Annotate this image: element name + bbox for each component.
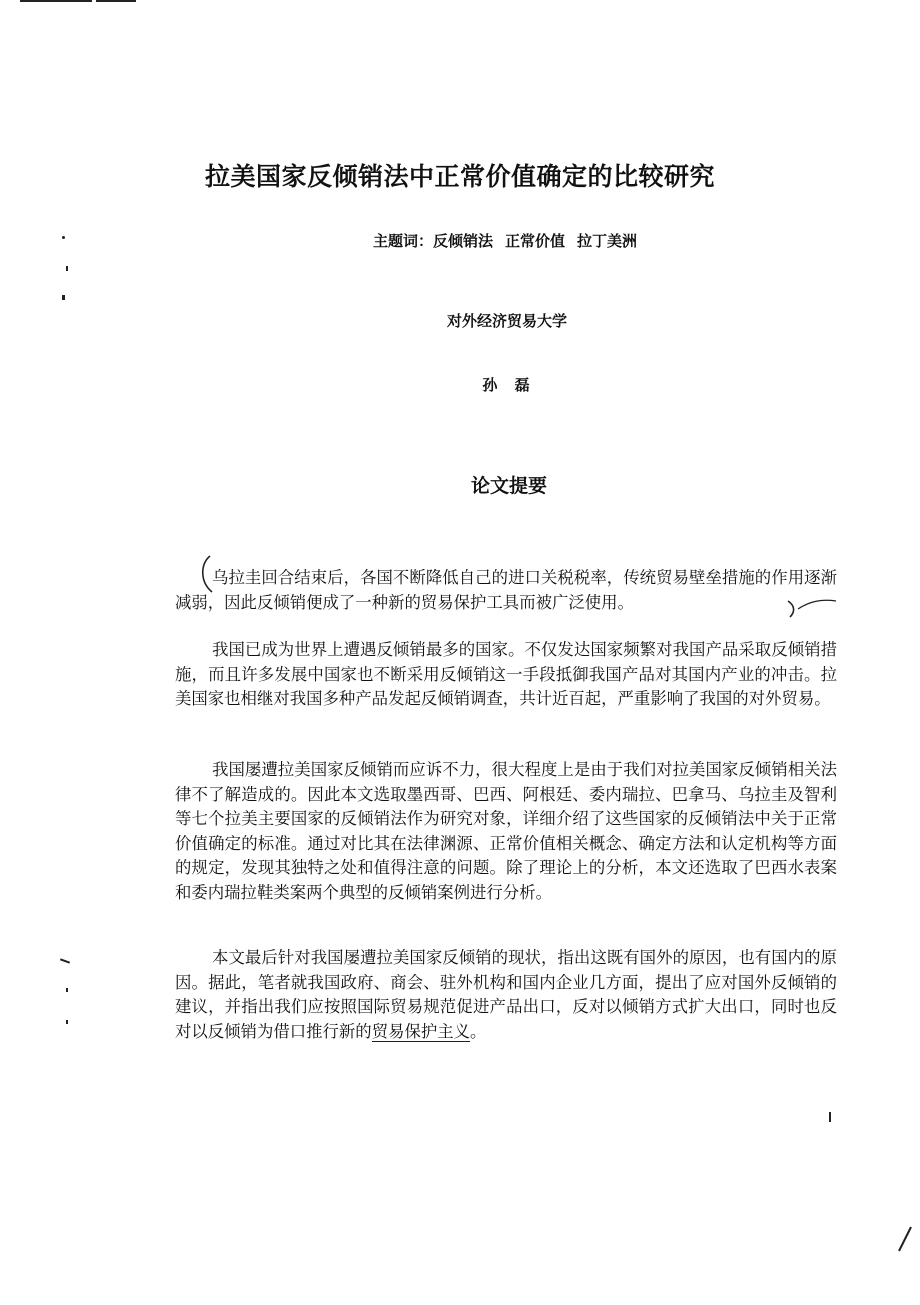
document-title: 拉美国家反倾销法中正常价值确定的比较研究	[204, 162, 715, 191]
corner-pen-mark-icon	[895, 1225, 915, 1255]
margin-dot	[62, 295, 65, 300]
abstract-heading: 论文提要	[470, 475, 547, 497]
keyword-item: 反倾销法	[432, 232, 493, 250]
paragraph-text: 本文最后针对我国屡遭拉美国家反倾销的现状，指出这既有国外的原因，也有国内的原因。据此，笔者就我国政府、商会、驻外机构和国内企业几方面，提出了应对国外反倾销的建议，并指出我们应按照国际贸易规范促进产品出口，反对以倾销方式扩大出口，同时也反对以反倾销为借口推行新的	[175, 948, 837, 1041]
keyword-item: 拉丁美洲	[577, 232, 638, 250]
scan-top-line-2	[96, 0, 136, 2]
margin-dot	[66, 266, 68, 271]
paragraph-end: 。	[470, 1021, 487, 1041]
margin-dot	[829, 1112, 831, 1122]
abstract-paragraph: 乌拉圭回合结束后，各国不断降低自己的进口关税税率，传统贸易壁垒措施的作用逐渐减弱，因此反倾销便成了一种新的贸易保护工具而被广泛使用。	[175, 568, 837, 612]
keywords-label: 主题词：	[372, 232, 433, 250]
margin-dot	[66, 988, 68, 992]
margin-dot	[60, 958, 70, 963]
scan-top-line	[20, 0, 92, 2]
margin-dot	[66, 1020, 68, 1024]
keywords-line	[0, 230, 920, 251]
abstract-paragraph	[175, 946, 837, 1044]
keyword-item: 正常价值	[505, 232, 566, 250]
institution: 对外经济贸易大学	[446, 312, 567, 330]
abstract-paragraph: 我国已成为世界上遭遇反倾销最多的国家。不仅发达国家频繁对我国产品采取反倾销措施，而且许多发展中国家也不断采用反倾销这一手段抵御我国产品对其国内产业的冲击。拉美国家也相继对我国多种产品发起反倾销调查，共计近百起，严重影响了我国的对外贸易。	[175, 640, 837, 708]
author: 孙 磊	[482, 376, 536, 394]
underlined-phrase: 贸易保护主义	[371, 1021, 471, 1041]
abstract-paragraph: 我国屡遭拉美国家反倾销而应诉不力，很大程度上是由于我们对拉美国家反倾销相关法律不了解造成的。因此本文选取墨西哥、巴西、阿根廷、委内瑞拉、巴拿马、乌拉圭及智利等七个拉美主要国家的反倾销法作为研究对象，详细介绍了这些国家的反倾销法中关于正常价值确定的标准。通过对比其在法律渊源、正常价值相关概念、确定方法和认定机构等方面的规定，发现其独特之处和值得注意的问题。除了理论上的分析，本文还选取了巴西水表案和委内瑞拉鞋类案两个典型的反倾销案例进行分析。	[175, 760, 837, 902]
